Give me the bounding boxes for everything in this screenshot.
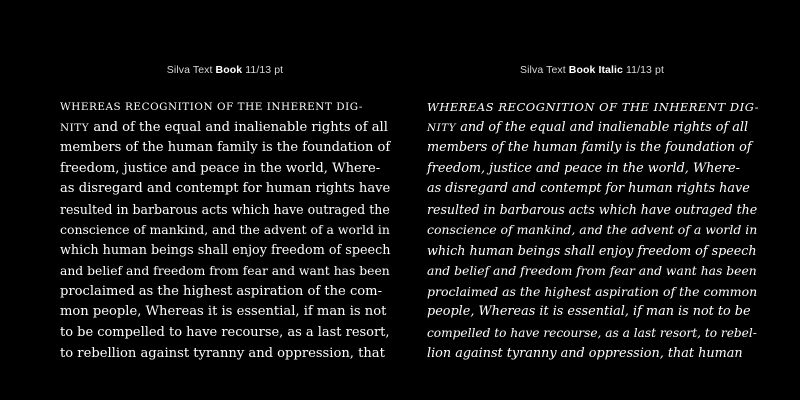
text-line: compelled to have recourse, as a last resort, to rebel- bbox=[427, 326, 757, 341]
text-line: proclaimed as the highest aspiration of the com- bbox=[60, 283, 383, 299]
text-line: to be compelled to have recourse, as a last resort, bbox=[60, 325, 390, 341]
text-line: which human beings shall enjoy freedom of speech bbox=[60, 242, 391, 258]
text-line: members of the human family is the foundation of bbox=[60, 140, 391, 156]
text-line: freedom, justice and peace in the world, Where- bbox=[60, 160, 381, 176]
specimen-caption bbox=[60, 64, 390, 76]
caption-weight: Book bbox=[215, 64, 243, 76]
small-caps-lead-line: WHEREAS RECOGNITION OF THE INHERENT DIG- bbox=[60, 101, 363, 113]
text-line: freedom, justice and peace in the world, Where- bbox=[427, 160, 740, 176]
text-line: to rebellion against tyranny and oppression, that bbox=[60, 345, 385, 361]
line-text: and of the equal and inalienable rights of all bbox=[456, 119, 749, 135]
small-caps-continuation: NITY bbox=[60, 121, 90, 134]
text-line: as disregard and contempt for human rights have bbox=[60, 181, 391, 197]
text-line: resulted in barbarous acts which have outraged the bbox=[60, 201, 390, 217]
text-line: people, Whereas it is essential, if man is not to be bbox=[427, 304, 751, 320]
text-line: proclaimed as the highest aspiration of the common bbox=[427, 283, 758, 299]
specimen-text-block bbox=[60, 97, 390, 364]
text-line bbox=[60, 118, 390, 139]
specimen-caption bbox=[427, 64, 757, 76]
caption-weight: Book Italic bbox=[568, 64, 623, 76]
specimen-text-block bbox=[427, 97, 760, 364]
caption-size: 11/13 pt bbox=[242, 64, 284, 76]
text-line: and belief and freedom from fear and want has been bbox=[60, 264, 390, 279]
line-text: and of the equal and inalienable rights of all bbox=[89, 119, 388, 135]
caption-size: 11/13 pt bbox=[622, 64, 664, 76]
text-line: mon people, Whereas it is essential, if man is not bbox=[60, 304, 387, 320]
text-line bbox=[427, 118, 757, 139]
caption-family: Silva Text bbox=[520, 64, 569, 76]
caption-family: Silva Text bbox=[166, 64, 216, 76]
text-line: members of the human family is the foundation of bbox=[427, 140, 752, 156]
text-line: conscience of mankind, and the advent of a world in bbox=[427, 222, 758, 238]
text-line: and belief and freedom from fear and want has been bbox=[427, 264, 757, 279]
text-line: as disregard and contempt for human rights have bbox=[427, 181, 750, 197]
text-line: lion against tyranny and oppression, that human bbox=[427, 345, 743, 361]
small-caps-continuation: NITY bbox=[427, 121, 457, 134]
text-line: which human beings shall enjoy freedom of speech bbox=[427, 242, 757, 258]
text-line: conscience of mankind, and the advent of a world in bbox=[60, 222, 390, 238]
text-line: resulted in barbarous acts which have outraged the bbox=[427, 201, 758, 217]
small-caps-lead-line: WHEREAS RECOGNITION OF THE INHERENT DIG- bbox=[427, 100, 760, 114]
